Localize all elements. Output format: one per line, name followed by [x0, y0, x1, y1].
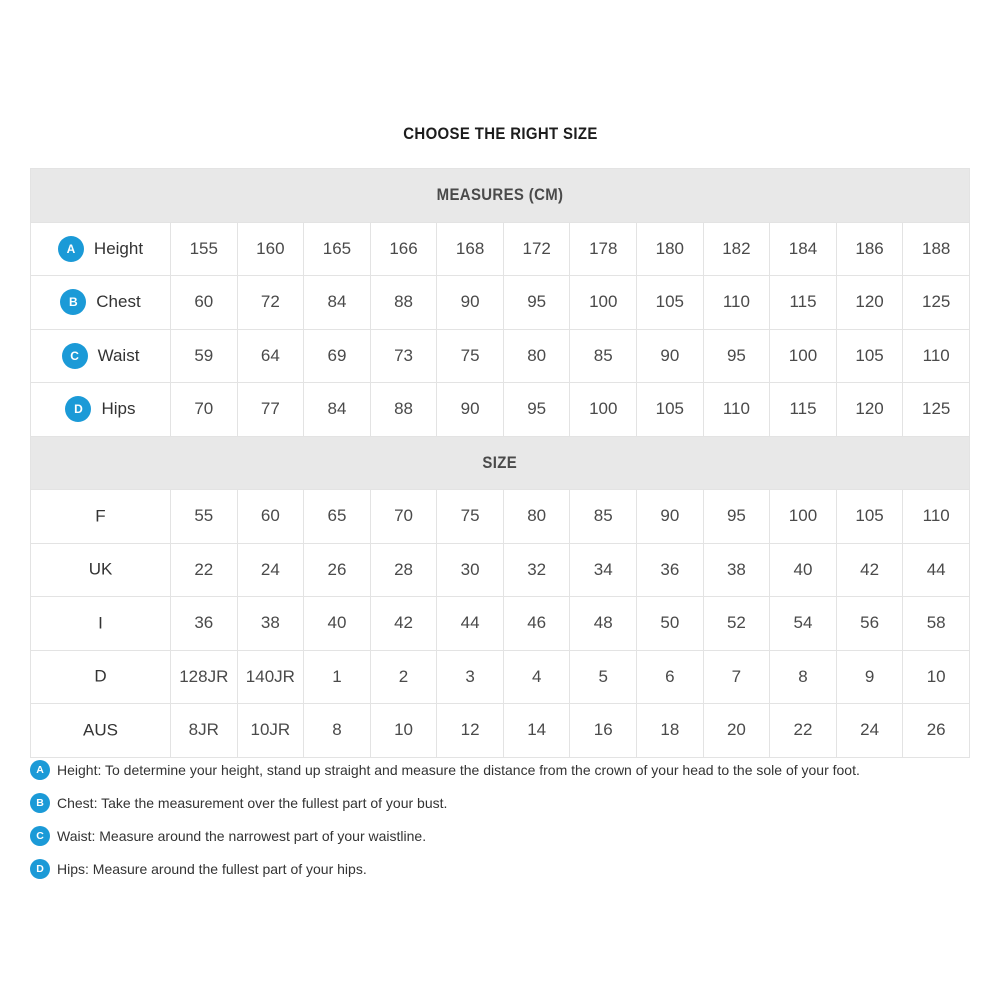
row-label-cell	[31, 490, 171, 544]
size-value-cell: 10	[370, 704, 437, 758]
size-value-cell: 8	[770, 650, 837, 704]
size-value-cell: 168	[437, 222, 504, 276]
size-value-cell: 184	[770, 222, 837, 276]
row-label-cell	[31, 597, 171, 651]
table-row-waist	[31, 329, 970, 383]
size-value-cell: 5	[570, 650, 637, 704]
size-value-cell: 140JR	[237, 650, 304, 704]
size-value-cell: 105	[637, 276, 704, 330]
size-value-cell: 186	[836, 222, 903, 276]
size-value-cell: 128JR	[171, 650, 238, 704]
page-title-text: CHOOSE THE RIGHT SIZE	[402, 124, 598, 143]
row-label-cell	[31, 650, 171, 704]
measure-badge-d: D	[65, 396, 91, 422]
size-value-cell: 4	[503, 650, 570, 704]
table-row-d	[31, 650, 970, 704]
size-value-cell: 75	[437, 329, 504, 383]
note-text: Hips: Measure around the fullest part of your hips.	[57, 860, 367, 877]
size-value-cell: 22	[770, 704, 837, 758]
size-value-cell: 8JR	[171, 704, 238, 758]
size-value-cell: 10JR	[237, 704, 304, 758]
table-row-uk	[31, 543, 970, 597]
row-label-cell	[31, 222, 171, 276]
size-value-cell: 115	[770, 276, 837, 330]
row-label-cell	[31, 329, 171, 383]
size-value-cell: 95	[503, 276, 570, 330]
table-row-i	[31, 597, 970, 651]
size-value-cell: 18	[637, 704, 704, 758]
section-header-label: SIZE	[482, 452, 518, 472]
size-value-cell: 110	[703, 276, 770, 330]
size-value-cell: 69	[304, 329, 371, 383]
size-value-cell: 165	[304, 222, 371, 276]
size-value-cell: 84	[304, 383, 371, 437]
size-value-cell: 38	[703, 543, 770, 597]
size-value-cell: 65	[304, 490, 371, 544]
size-value-cell: 9	[836, 650, 903, 704]
size-value-cell: 72	[237, 276, 304, 330]
size-chart-table	[30, 168, 970, 758]
row-label: Waist	[97, 345, 140, 365]
note-badge-c: C	[30, 826, 50, 846]
size-value-cell: 100	[770, 490, 837, 544]
size-value-cell: 34	[570, 543, 637, 597]
size-value-cell: 100	[570, 383, 637, 437]
size-value-cell: 28	[370, 543, 437, 597]
size-value-cell: 155	[171, 222, 238, 276]
size-value-cell: 59	[171, 329, 238, 383]
table-row-hips	[31, 383, 970, 437]
size-value-cell: 110	[903, 490, 970, 544]
size-value-cell: 12	[437, 704, 504, 758]
size-value-cell: 95	[703, 329, 770, 383]
size-value-cell: 70	[370, 490, 437, 544]
size-value-cell: 54	[770, 597, 837, 651]
size-value-cell: 38	[237, 597, 304, 651]
size-value-cell: 42	[836, 543, 903, 597]
size-value-cell: 50	[637, 597, 704, 651]
size-value-cell: 85	[570, 329, 637, 383]
size-value-cell: 110	[903, 329, 970, 383]
row-label: Hips	[101, 399, 136, 419]
section-header-row	[31, 169, 970, 223]
size-value-cell: 100	[570, 276, 637, 330]
row-label: F	[95, 506, 106, 526]
size-value-cell: 22	[171, 543, 238, 597]
size-value-cell: 80	[503, 329, 570, 383]
size-value-cell: 105	[836, 329, 903, 383]
size-value-cell: 26	[304, 543, 371, 597]
size-value-cell: 32	[503, 543, 570, 597]
size-value-cell: 160	[237, 222, 304, 276]
note-text: Chest: Take the measurement over the fullest part of your bust.	[57, 794, 448, 811]
row-label-cell	[31, 543, 171, 597]
note-badge-d: D	[30, 859, 50, 879]
size-value-cell: 36	[171, 597, 238, 651]
size-value-cell: 90	[437, 276, 504, 330]
size-value-cell: 58	[903, 597, 970, 651]
section-header-label: MEASURES (CM)	[436, 185, 564, 205]
size-value-cell: 30	[437, 543, 504, 597]
section-header-measures-cm	[31, 169, 970, 223]
size-value-cell: 188	[903, 222, 970, 276]
note-a	[30, 753, 970, 786]
page-title	[0, 124, 1000, 144]
section-header-size	[31, 436, 970, 490]
row-label: Chest	[96, 292, 141, 312]
size-value-cell: 110	[703, 383, 770, 437]
size-value-cell: 90	[437, 383, 504, 437]
note-text: Waist: Measure around the narrowest part of your waistline.	[57, 827, 427, 844]
size-value-cell: 115	[770, 383, 837, 437]
size-value-cell: 88	[370, 276, 437, 330]
row-label: I	[98, 613, 103, 633]
size-value-cell: 80	[503, 490, 570, 544]
size-value-cell: 8	[304, 704, 371, 758]
size-value-cell: 73	[370, 329, 437, 383]
size-value-cell: 56	[836, 597, 903, 651]
size-value-cell: 24	[237, 543, 304, 597]
size-value-cell: 180	[637, 222, 704, 276]
measure-badge-a: A	[58, 236, 84, 262]
size-value-cell: 178	[570, 222, 637, 276]
note-c	[30, 819, 970, 852]
size-value-cell: 46	[503, 597, 570, 651]
size-value-cell: 100	[770, 329, 837, 383]
section-header-row	[31, 436, 970, 490]
row-label-cell	[31, 276, 171, 330]
size-value-cell: 75	[437, 490, 504, 544]
size-value-cell: 120	[836, 383, 903, 437]
note-b	[30, 786, 970, 819]
size-value-cell: 6	[637, 650, 704, 704]
size-value-cell: 182	[703, 222, 770, 276]
size-value-cell: 42	[370, 597, 437, 651]
size-value-cell: 44	[437, 597, 504, 651]
row-label-cell	[31, 383, 171, 437]
size-value-cell: 44	[903, 543, 970, 597]
row-label: AUS	[83, 720, 118, 740]
size-value-cell: 105	[836, 490, 903, 544]
size-value-cell: 60	[237, 490, 304, 544]
size-value-cell: 172	[503, 222, 570, 276]
size-value-cell: 70	[171, 383, 238, 437]
size-value-cell: 60	[171, 276, 238, 330]
size-value-cell: 24	[836, 704, 903, 758]
measurement-notes	[30, 753, 970, 885]
size-value-cell: 120	[836, 276, 903, 330]
size-value-cell: 105	[637, 383, 704, 437]
size-value-cell: 95	[503, 383, 570, 437]
size-value-cell: 77	[237, 383, 304, 437]
row-label-cell	[31, 704, 171, 758]
note-text: Height: To determine your height, stand up straight and measure the distance from the crown of your head to the sole of your foot.	[57, 761, 860, 778]
size-value-cell: 20	[703, 704, 770, 758]
size-value-cell: 40	[304, 597, 371, 651]
size-value-cell: 85	[570, 490, 637, 544]
size-value-cell: 7	[703, 650, 770, 704]
size-value-cell: 88	[370, 383, 437, 437]
size-value-cell: 166	[370, 222, 437, 276]
size-value-cell: 125	[903, 383, 970, 437]
table-row-aus	[31, 704, 970, 758]
size-value-cell: 2	[370, 650, 437, 704]
note-badge-a: A	[30, 760, 50, 780]
measure-badge-b: B	[60, 289, 86, 315]
size-value-cell: 3	[437, 650, 504, 704]
note-badge-b: B	[30, 793, 50, 813]
table-row-f	[31, 490, 970, 544]
size-value-cell: 26	[903, 704, 970, 758]
row-label: UK	[88, 560, 113, 579]
size-value-cell: 1	[304, 650, 371, 704]
size-value-cell: 90	[637, 329, 704, 383]
row-label: Height	[93, 238, 144, 258]
size-value-cell: 125	[903, 276, 970, 330]
size-value-cell: 55	[171, 490, 238, 544]
row-label: D	[94, 667, 107, 686]
note-d	[30, 852, 970, 885]
size-value-cell: 40	[770, 543, 837, 597]
size-value-cell: 84	[304, 276, 371, 330]
size-value-cell: 90	[637, 490, 704, 544]
size-value-cell: 48	[570, 597, 637, 651]
size-value-cell: 52	[703, 597, 770, 651]
size-value-cell: 36	[637, 543, 704, 597]
size-value-cell: 95	[703, 490, 770, 544]
size-value-cell: 16	[570, 704, 637, 758]
size-value-cell: 64	[237, 329, 304, 383]
size-value-cell: 10	[903, 650, 970, 704]
size-value-cell: 14	[503, 704, 570, 758]
measure-badge-c: C	[62, 343, 88, 369]
table-row-chest	[31, 276, 970, 330]
table-row-height	[31, 222, 970, 276]
